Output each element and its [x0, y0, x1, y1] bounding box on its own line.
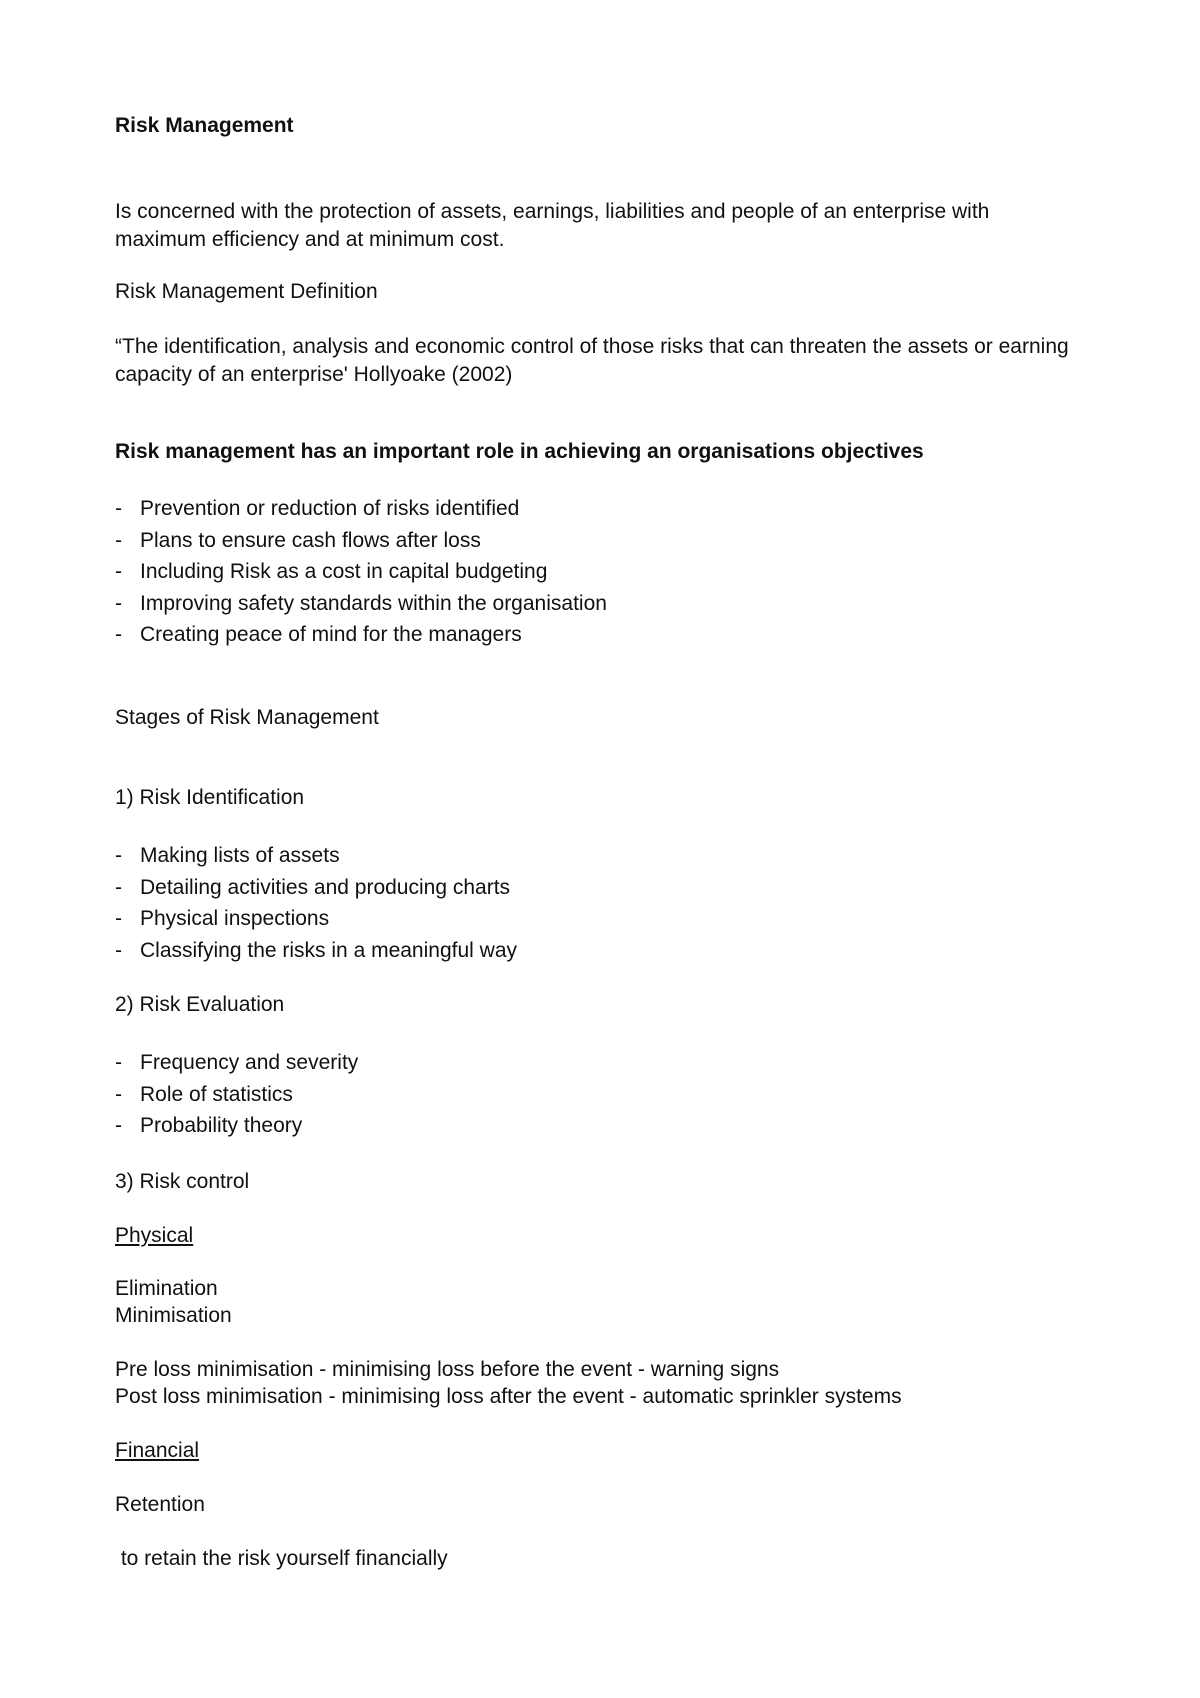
list-item-text: Classifying the risks in a meaningful way: [140, 938, 517, 962]
list-item-text: Prevention or reduction of risks identified: [140, 497, 520, 520]
list-item-text: Physical inspections: [140, 907, 330, 930]
list-item-text: Creating peace of mind for the managers: [140, 623, 522, 646]
retention-heading: Retention: [115, 1493, 205, 1516]
dash-marker: -: [115, 560, 122, 583]
physical-item-elimination: Elimination: [115, 1277, 218, 1300]
dash-marker: -: [115, 591, 122, 615]
dash-marker: -: [115, 1082, 122, 1106]
list-item: [115, 588, 607, 620]
list-item-text: Making lists of assets: [140, 844, 340, 867]
list-item: [115, 1047, 358, 1079]
stage2-list: [115, 1047, 358, 1142]
dash-marker: -: [115, 875, 122, 899]
dash-marker: -: [115, 623, 122, 646]
dash-marker: -: [115, 907, 122, 930]
list-item: [115, 935, 517, 967]
pre-loss-line: Pre loss minimisation - minimising loss before the event - warning signs: [115, 1358, 780, 1381]
list-item-text: Improving safety standards within the organisation: [140, 591, 607, 615]
physical-item-minimisation: Minimisation: [115, 1304, 232, 1327]
list-item-text: Frequency and severity: [140, 1051, 359, 1074]
stage1-list: [115, 840, 517, 966]
list-item-text: Probability theory: [140, 1114, 303, 1137]
physical-heading: Physical: [115, 1224, 194, 1247]
dash-marker: -: [115, 1114, 122, 1137]
role-list: [115, 493, 607, 651]
list-item-text: Detailing activities and producing charts: [140, 875, 511, 899]
dash-marker: -: [115, 497, 122, 520]
list-item: [115, 619, 607, 651]
dash-marker: -: [115, 528, 122, 552]
intro-paragraph: Is concerned with the protection of assets, earnings, liabilities and people of an enterprise with maximum efficiency and at minimum cost.: [115, 200, 990, 251]
role-heading: Risk management has an important role in achieving an organisations objectives: [115, 440, 924, 463]
retention-text: to retain the risk yourself financially: [115, 1547, 448, 1570]
dash-marker: -: [115, 938, 122, 962]
list-item: [115, 525, 607, 557]
post-loss-line: Post loss minimisation - minimising loss after the event - automatic sprinkler systems: [115, 1385, 902, 1408]
list-item-text: Including Risk as a cost in capital budgeting: [140, 560, 548, 583]
list-item-text: Plans to ensure cash flows after loss: [140, 528, 481, 552]
stage1-heading: 1) Risk Identification: [115, 786, 305, 809]
list-item: [115, 493, 607, 525]
list-item: [115, 556, 607, 588]
list-item: [115, 1079, 358, 1111]
definition-quote: “The identification, analysis and economic control of those risks that can threaten the assets or earning capacity of an enterprise' Hollyoake (2002): [115, 335, 1069, 386]
document-title: Risk Management: [115, 114, 294, 137]
dash-marker: -: [115, 844, 122, 867]
list-item: [115, 903, 517, 935]
stages-heading: Stages of Risk Management: [115, 706, 379, 729]
definition-heading: Risk Management Definition: [115, 280, 378, 303]
stage2-heading: 2) Risk Evaluation: [115, 993, 285, 1016]
list-item: [115, 872, 517, 904]
list-item: [115, 1110, 358, 1142]
list-item-text: Role of statistics: [140, 1082, 293, 1106]
financial-heading: Financial: [115, 1439, 200, 1462]
dash-marker: -: [115, 1051, 122, 1074]
list-item: [115, 840, 517, 872]
stage3-heading: 3) Risk control: [115, 1170, 250, 1193]
